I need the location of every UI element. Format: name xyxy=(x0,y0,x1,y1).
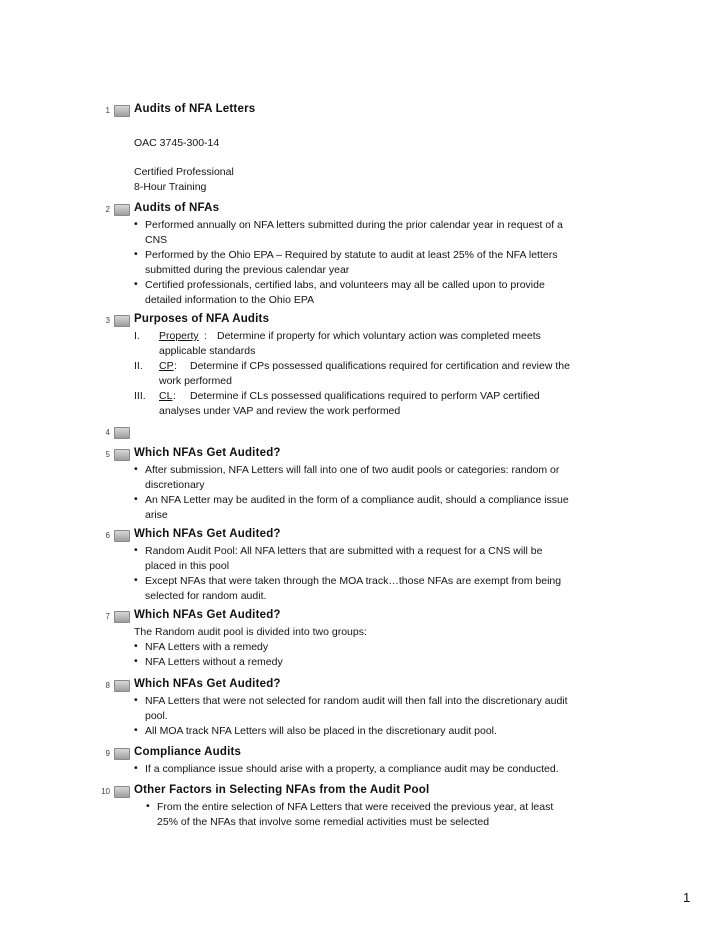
slide-number: 3 xyxy=(105,316,110,325)
bullet-icon: • xyxy=(134,574,138,586)
roman-numeral: II. xyxy=(134,360,143,372)
slide-thumbnail-icon xyxy=(114,204,130,216)
bullet-text: If a compliance issue should arise with a property, a compliance audit may be conducted. xyxy=(145,763,559,775)
item-text: analyses under VAP and review the work performed xyxy=(159,405,401,417)
item-colon: : xyxy=(174,360,177,372)
bullet-text: submitted during the previous calendar year xyxy=(145,264,350,276)
slide-title: Compliance Audits xyxy=(134,746,242,758)
slide-thumbnail-icon xyxy=(114,449,130,461)
slide-number: 5 xyxy=(105,450,110,459)
slide-number: 10 xyxy=(101,787,110,796)
slide-number: 1 xyxy=(105,106,110,115)
slide-thumbnail-icon xyxy=(114,748,130,760)
slide-thumbnail-icon xyxy=(114,611,130,623)
bullet-icon: • xyxy=(134,463,138,475)
item-term: CP xyxy=(159,360,174,372)
bullet-text: arise xyxy=(145,509,168,521)
bullet-text: pool. xyxy=(145,710,168,722)
bullet-text: NFA Letters that were not selected for random audit will then fall into the discretionary audit xyxy=(145,695,568,707)
bullet-text: NFA Letters without a remedy xyxy=(145,656,283,668)
bullet-text: placed in this pool xyxy=(145,560,230,572)
bullet-text: Random Audit Pool: All NFA letters that are submitted with a request for a CNS will be xyxy=(145,545,543,557)
bullet-icon: • xyxy=(134,724,138,736)
slide-text: 8-Hour Training xyxy=(134,181,207,193)
bullet-icon: • xyxy=(134,762,138,774)
bullet-text: detailed information to the Ohio EPA xyxy=(145,294,315,306)
bullet-icon: • xyxy=(134,278,138,290)
slide-number: 2 xyxy=(105,205,110,214)
slide-title: Other Factors in Selecting NFAs from the Audit Pool xyxy=(134,784,430,796)
bullet-icon: • xyxy=(134,493,138,505)
item-text: Determine if property for which voluntary action was completed meets xyxy=(217,330,541,342)
bullet-text: All MOA track NFA Letters will also be placed in the discretionary audit pool. xyxy=(145,725,497,737)
roman-numeral: III. xyxy=(134,390,146,402)
slide-number: 4 xyxy=(105,428,110,437)
slide-thumbnail-icon xyxy=(114,680,130,692)
item-colon: : xyxy=(204,330,207,342)
bullet-text: An NFA Letter may be audited in the form of a compliance audit, should a compliance issue xyxy=(145,494,569,506)
page-number: 1 xyxy=(683,890,691,905)
bullet-text: NFA Letters with a remedy xyxy=(145,641,269,653)
slide-title: Which NFAs Get Audited? xyxy=(134,609,281,621)
slide-title: Which NFAs Get Audited? xyxy=(134,447,281,459)
bullet-text: discretionary xyxy=(145,479,205,491)
bullet-icon: • xyxy=(146,800,150,812)
slide-text: OAC 3745-300-14 xyxy=(134,137,220,149)
item-term: CL xyxy=(159,390,173,402)
item-text: applicable standards xyxy=(159,345,256,357)
bullet-icon: • xyxy=(134,694,138,706)
roman-numeral: I. xyxy=(134,330,140,342)
slide-number: 7 xyxy=(105,612,110,621)
slide-number: 8 xyxy=(105,681,110,690)
slide-thumbnail-icon xyxy=(114,105,130,117)
bullet-icon: • xyxy=(134,248,138,260)
slide-number: 6 xyxy=(105,531,110,540)
bullet-icon: • xyxy=(134,544,138,556)
slide-thumbnail-icon xyxy=(114,530,130,542)
slide-thumbnail-icon xyxy=(114,427,130,439)
item-colon: : xyxy=(173,390,176,402)
item-text: Determine if CPs possessed qualifications required for certification and review the xyxy=(190,360,570,372)
slide-title: Audits of NFA Letters xyxy=(134,103,256,115)
slide-thumbnail-icon xyxy=(114,786,130,798)
slide-title: Which NFAs Get Audited? xyxy=(134,678,281,690)
slide-title: Purposes of NFA Audits xyxy=(134,313,270,325)
bullet-icon: • xyxy=(134,655,138,667)
bullet-text: Performed by the Ohio EPA – Required by statute to audit at least 25% of the NFA letters xyxy=(145,249,558,261)
bullet-text: After submission, NFA Letters will fall into one of two audit pools or categories: random or xyxy=(145,464,560,476)
item-text: Determine if CLs possessed qualifications required to perform VAP certified xyxy=(190,390,540,402)
bullet-text: CNS xyxy=(145,234,168,246)
bullet-text: selected for random audit. xyxy=(145,590,267,602)
bullet-icon: • xyxy=(134,640,138,652)
bullet-icon: • xyxy=(134,218,138,230)
slide-text: Certified Professional xyxy=(134,166,234,178)
slide-title: Audits of NFAs xyxy=(134,202,220,214)
slide-text: The Random audit pool is divided into two groups: xyxy=(134,626,367,638)
slide-thumbnail-icon xyxy=(114,315,130,327)
bullet-text: 25% of the NFAs that involve some remedial activities must be selected xyxy=(157,816,490,828)
bullet-text: From the entire selection of NFA Letters that were received the previous year, at least xyxy=(157,801,554,813)
bullet-text: Except NFAs that were taken through the MOA track…those NFAs are exempt from being xyxy=(145,575,562,587)
slide-title: Which NFAs Get Audited? xyxy=(134,528,281,540)
item-text: work performed xyxy=(159,375,232,387)
item-term: Property xyxy=(159,330,199,342)
slide-number: 9 xyxy=(105,749,110,758)
bullet-text: Certified professionals, certified labs, and volunteers may all be called upon to provide xyxy=(145,279,545,291)
bullet-text: Performed annually on NFA letters submitted during the prior calendar year in request of a xyxy=(145,219,563,231)
